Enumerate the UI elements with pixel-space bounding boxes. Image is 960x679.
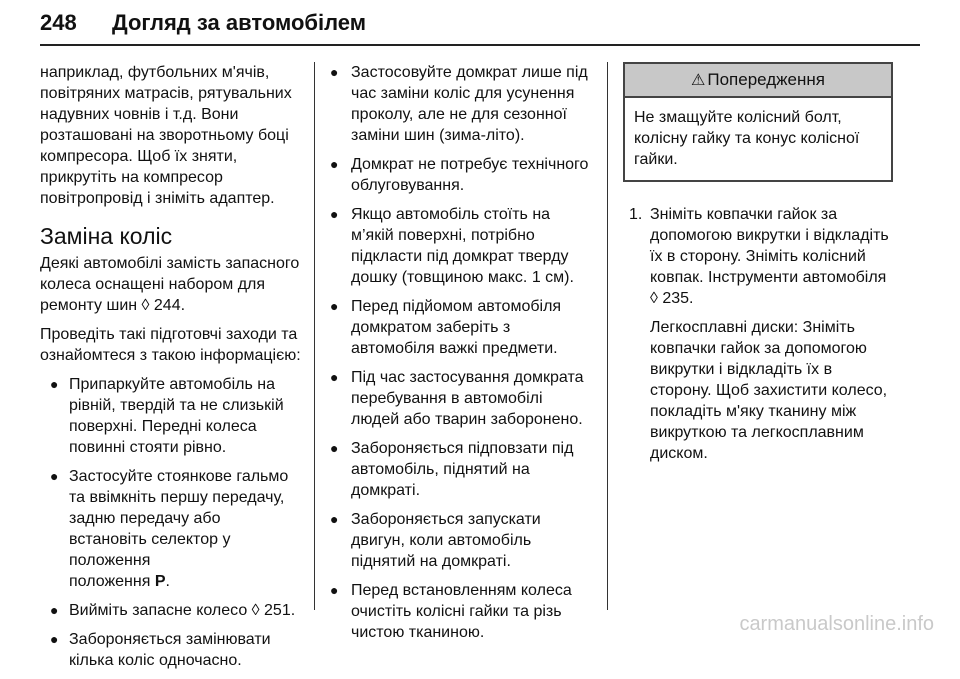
list-item: ● Застосовуйте домкрат лише під час заміни коліс для усунення проколу, але не для сезонної заміни шин (зима-літо). bbox=[330, 62, 595, 146]
column-divider bbox=[314, 62, 315, 610]
paragraph-preparation: Проведіть такі підготовчі заходи та ознайомтеся з такою інформацією: bbox=[40, 326, 301, 364]
preparation-list bbox=[40, 374, 302, 671]
warning-box bbox=[623, 62, 893, 182]
paragraph-repair-kit: Деякі автомобілі замість запасного колеса оснащені набором для ремонту шин ◊ 244. bbox=[40, 255, 300, 314]
list-item: ● Забороняється запускати двигун, коли автомобіль піднятий на домкраті. bbox=[330, 509, 595, 572]
jack-safety-list bbox=[330, 62, 595, 643]
column-1 bbox=[40, 62, 302, 679]
page-title: Догляд за автомобілем bbox=[112, 10, 367, 35]
column-3 bbox=[623, 62, 893, 464]
header-rule bbox=[40, 44, 920, 46]
column-2 bbox=[330, 62, 595, 651]
list-item: ● Перед підйомом автомобіля домкратом заберіть з автомобіля важкі предмети. bbox=[330, 296, 595, 359]
list-item: ● Під час застосування домкрата перебування в автомобілі людей або тварин заборонено. bbox=[330, 367, 595, 430]
step-number: 1. bbox=[629, 206, 643, 223]
watermark: carmanualsonline.info bbox=[739, 613, 934, 635]
list-item: ● Забороняється підповзати під автомобіль, піднятий на домкраті. bbox=[330, 438, 595, 501]
list-item: ● Домкрат не потребує технічного облуговування. bbox=[330, 154, 595, 196]
step-text: Зніміть ковпачки гайок за допомогою викрутки і відкладіть їх в сторону. Зніміть колісний ковпак. Інструменти автомобіля ◊ 235. bbox=[650, 206, 889, 307]
page-number: 248 bbox=[40, 10, 77, 35]
page-header bbox=[40, 6, 920, 48]
list-item: ● Припаркуйте автомобіль на рівній, твердій та не слизькій поверхні. Передні колеса повинні стояти рівно. bbox=[40, 374, 302, 458]
steps-list bbox=[623, 204, 893, 464]
warning-icon: ⚠ bbox=[691, 72, 706, 89]
column-divider bbox=[607, 62, 608, 610]
warning-header bbox=[625, 64, 891, 98]
list-item: ● Вийміть запасне колесо ◊ 251. bbox=[40, 600, 302, 621]
step-item bbox=[623, 204, 893, 464]
step-alloy-note: Легкосплавні диски: Зніміть ковпачки гайок за допомогою викрутки і відкладіть їх в сторону. Щоб захистити колесо, покладіть м'яку тканину між викруткою та легкосплавним диском. bbox=[650, 319, 888, 462]
warning-title: Попередження bbox=[707, 70, 825, 89]
warning-text: Не змащуйте колісний болт, колісну гайку та конус колісної гайки. bbox=[634, 109, 860, 168]
list-item: ● Якщо автомобіль стоїть на м’якій поверхні, потрібно підкласти під домкрат тверду дошку (товщиною макс. 1 см). bbox=[330, 204, 595, 288]
list-item: ● Застосуйте стоянкове гальмо та ввімкніть першу передачу, задню передачу або встановіть селектор у положення положення P. bbox=[40, 466, 302, 592]
section-heading: Заміна коліс bbox=[40, 223, 173, 249]
list-item: ● Перед встановленням колеса очистіть колісні гайки та різь чистою тканиною. bbox=[330, 580, 595, 643]
list-item: ● Забороняється замінювати кілька коліс одночасно. bbox=[40, 629, 302, 671]
gear-position-p: P bbox=[154, 573, 166, 590]
intro-paragraph: наприклад, футбольних м'ячів, повітряних матрасів, рятувальних надувних човнів і т.д. Вони розташовані на зворотньому боці компресора. Щоб їх зняти, прикрутіть на компресор повітропровід і зніміть адаптер. bbox=[40, 64, 292, 207]
